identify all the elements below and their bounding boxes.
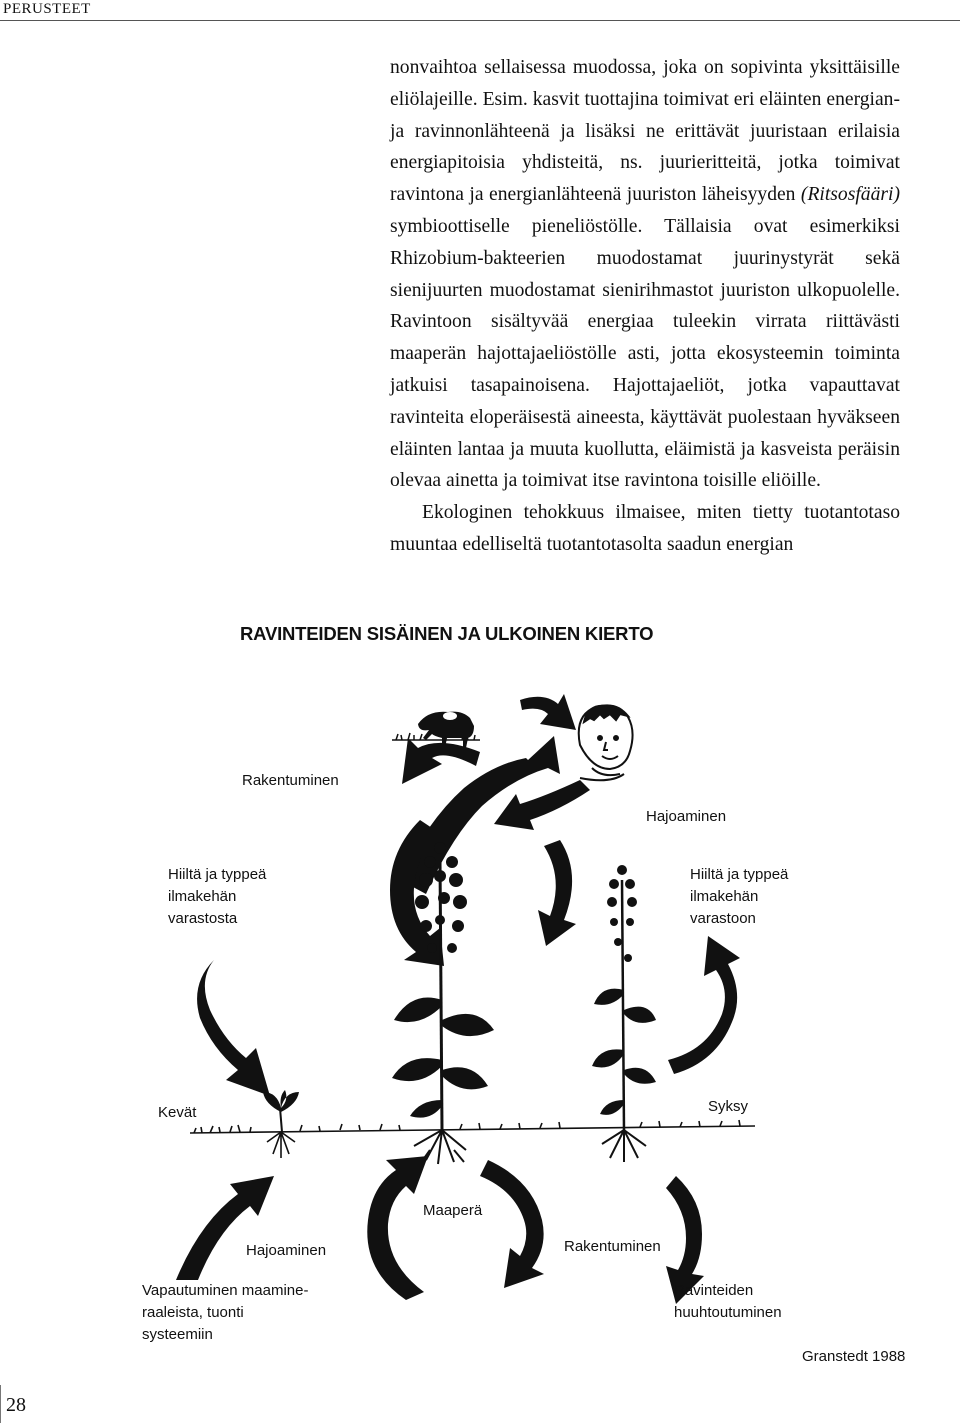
body-paragraph-1-end: symbioottiselle pieneliöstölle. Tällaisia ovat esimerkiksi Rhizobium-bakteerien muodostamat juurinystyrät sekä sienijuurten muodostamat sienirihmastot juuriston ulkopuolelle. Ravintoon sisältyvää energiaa tuleekin virrata riittävästi maaperän hajottajaeliöstölle asti, jotta ekosysteemin toiminta jatkuisi tasapainoisena. Hajottajaeliöt, jotka vapauttavat ravinteita eloperäisestä aineesta, käyttävät puolestaan hyväkseen eläinten lantaa ja muuta kuollutta, eläimistä ja kasveista peräisin olevaa ainetta ja toimivat itse ravintona toisille eliöille. [390, 215, 900, 492]
label-rakentuminen-top: Rakentuminen [242, 772, 339, 789]
diagram-title: RAVINTEIDEN SISÄINEN JA ULKOINEN KIERTO [240, 623, 654, 644]
label-leaching: Ravinteiden huuhtoutuminen [674, 1282, 782, 1321]
arrow-icon [402, 738, 480, 784]
label-from-atmosphere: Hiiltä ja typpeä ilmakehän varastosta [168, 866, 267, 927]
label-hajoaminen-bottom: Hajoaminen [246, 1242, 327, 1259]
body-paragraph-1-text: nonvaihtoa sellaisessa muodossa, joka on sopivinta yksittäisille eliölajeille. Esim. kasvit tuottajina toimivat eri eläinten energian- ja ravinnonlähteenä ja lisäksi ne erittävät juuristaan erilaisia energiapitoisia yhdisteitä, ns. juurieritteitä, jotka toimivat ravintona ja energianlähteenä juuriston läheisyyden [390, 57, 900, 206]
seedling-icon [263, 1090, 299, 1158]
italic-term: (Ritsosfääri) [800, 184, 900, 206]
arrow-icon [176, 1176, 274, 1280]
label-spring: Kevät [158, 1104, 197, 1121]
label-to-atmosphere: Hiiltä ja typpeä ilmakehän varastoon [690, 866, 789, 927]
arrow-icon [494, 780, 590, 830]
arrow-icon [538, 840, 576, 946]
cow-icon [418, 712, 474, 748]
label-soil: Maaperä [423, 1202, 483, 1219]
page-number-rule [0, 1385, 1, 1423]
source-credit: Granstedt 1988 [802, 1348, 906, 1365]
page-number: 28 [6, 1394, 26, 1416]
flowering-plant-icon [592, 865, 656, 1162]
section-header: PERUSTEET [3, 1, 91, 17]
label-rakentuminen-bottom: Rakentuminen [564, 1238, 661, 1255]
label-release: Vapautuminen maamine- raaleista, tuonti systeemiin [142, 1282, 309, 1343]
soil-surface-line [190, 1120, 755, 1133]
arrow-icon [367, 1156, 428, 1300]
arrow-icon [668, 936, 740, 1074]
label-hajoaminen-top: Hajoaminen [646, 808, 727, 825]
person-face-icon [579, 705, 633, 780]
body-paragraph-2: Ekologinen tehokkuus ilmaisee, miten tietty tuotantotaso muuntaa edelliseltä tuotantotasolta saadun energian [390, 502, 900, 555]
arrow-icon [520, 694, 576, 730]
arrow-icon [197, 960, 270, 1096]
arrow-icon [480, 1160, 544, 1288]
label-autumn: Syksy [708, 1098, 749, 1115]
